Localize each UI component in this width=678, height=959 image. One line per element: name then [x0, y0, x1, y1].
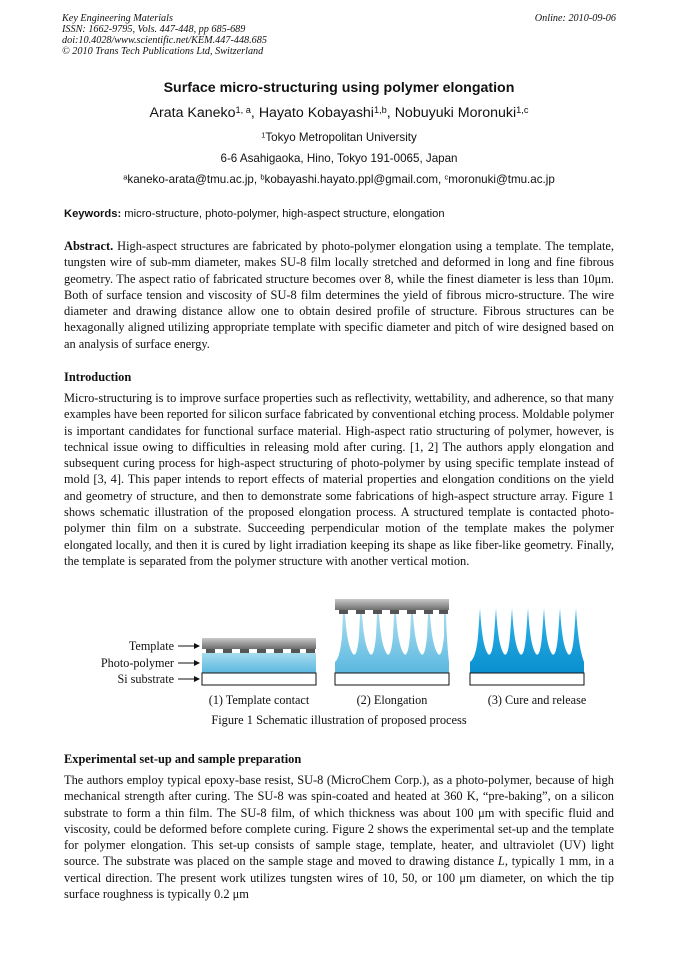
author-superscript: 1,c [516, 104, 529, 115]
template-arrow-head [194, 643, 200, 649]
copyright-line: © 2010 Trans Tech Publications Ltd, Switzerland [62, 46, 264, 57]
keywords-label: Keywords: [64, 208, 122, 220]
photopolymer-label: Photo-polymer [100, 656, 174, 670]
step1-label: (1) Template contact [208, 693, 310, 707]
photopolymer-arrow-head [194, 660, 200, 666]
author-name: Nobuyuki Moronuki [394, 105, 517, 121]
step2-elongated-polymer [335, 614, 449, 673]
issn-line: ISSN: 1662-9795, Vols. 447-448, pp 685-689 [62, 24, 246, 35]
step2-illustration [335, 599, 449, 685]
step3-label: (3) Cure and release [487, 693, 587, 707]
affiliation-text: Tokyo Metropolitan University [265, 131, 417, 144]
step1-illustration [202, 638, 316, 685]
author-superscript: 1,b [373, 104, 387, 115]
experimental-text [64, 772, 614, 902]
drawing-distance-variable: L [497, 854, 505, 869]
step1-template-teeth [206, 649, 315, 653]
process-schematic [90, 596, 600, 711]
abstract [64, 238, 614, 352]
author-name: Arata Kaneko [149, 105, 236, 121]
photopolymer-label-group [101, 656, 200, 670]
email-address: kaneko-arata@tmu.ac.jp, [127, 173, 261, 186]
figure-1-caption: Figure 1 Schematic illustration of proposed process [211, 713, 467, 727]
step1-photopolymer [202, 653, 316, 673]
step2-substrate [335, 673, 449, 685]
email-address: kobayashi.hayato.ppl@gmail.com, [264, 173, 445, 186]
keywords-text: micro-structure, photo-polymer, high-aspect structure, elongation [121, 208, 445, 220]
journal-name: Key Engineering Materials [62, 13, 173, 24]
substrate-arrow-head [194, 676, 200, 682]
experimental-text-part1: The authors employ typical epoxy-base resist, SU-8 (MicroChem Corp.), as a photo-polymer, because of high mechanical strength after curing. The SU-8 was spin-coated and heated at 360 K, “pre-baking”, on a silicon substrate to form a thin film. The SU-8 film, of which thickness was about 100 μm with specific fluid and viscosity, could be deformed before complete curing. Figure 2 shows the experimental set-up and the template for polymer elongation. This set-up consists of sample stage, template, heater, and ultraviolet (UV) light source. The substrate was placed on the sample stage and moved to drawing distance [64, 773, 614, 869]
author-separator: , [386, 105, 395, 121]
keywords [64, 208, 445, 220]
step2-label: (2) Elongation [356, 693, 428, 707]
email-superscript: c [444, 172, 449, 182]
abstract-text: High-aspect structures are fabricated by photo-polymer elongation using a template. The template, tungsten wire of sub-mm diameter, makes SU-8 film locally stretched and deformed in long and fine fibrous geometry. The aspect ratio of fabricated structure becomes over 8, while the finest diameter is less than 10μm. Both of surface tension and viscosity of SU-8 film determines the yield of fibrous micro-structure. The wire diameter and drawing distance allow one to obtain desired profile of structure. Fibrous structures can be hexagonally aligned utilizing appropriate template with specific diameter and pitch of wire designed based on an analysis of surface energy. [64, 239, 614, 351]
email-address: moronuki@tmu.ac.jp [448, 173, 555, 186]
journal-header [62, 13, 267, 57]
affiliation-name [0, 131, 678, 144]
step3-illustration [470, 608, 584, 685]
introduction-heading: Introduction [64, 370, 132, 384]
template-label: Template [128, 639, 174, 653]
affiliation-address: 6-6 Asahigaoka, Hino, Tokyo 191-0065, Japan [220, 152, 458, 165]
author-list [0, 105, 678, 121]
author-name: Hayato Kobayashi [258, 105, 374, 121]
author-emails [0, 173, 678, 186]
template-label-group [129, 639, 200, 653]
experimental-text-part2: , typically 1 mm, in a vertical direction. The present work utilizes tungsten wires of 10, 50, or 100 μm diameter, on which the tip surface roughness is typically 0.2 μm [64, 854, 614, 902]
paper-title: Surface micro-structuring using polymer elongation [163, 80, 515, 96]
figure-1 [90, 596, 600, 716]
abstract-label: Abstract. [64, 239, 114, 253]
step3-substrate [470, 673, 584, 685]
step1-template [202, 638, 316, 649]
email-superscript: a [123, 172, 128, 182]
introduction-text: Micro-structuring is to improve surface properties such as reflectivity, wettability, and adherence, so that many examples have been reported for silicon surface fabricated by conventional etching process. Moldable polymer is important candidates for functional surface material. High-aspect ratio structuring of polymer, however, is technical issue owing to difficulties in releasing mold after curing. [1, 2] The authors apply elongation and subsequent curing process for high-aspect structuring of photo-polymer by using specific template instead of mold [3, 4]. This paper intends to report effects of material properties and elongation conditions on the yield and geometry of structure, and then to demonstrate some fabrications of high-aspect structure array. Figure 1 shows schematic illustration of the proposed elongation process. A structured template is contacted photo-polymer thin film on a substrate. Succeeding perpendicular motion of the template makes the polymer elongated locally, and then it is cured by light irradiation keeping its shape as like fiber-like geometry. Finally, the template is separated from the polymer structure with another vertical motion. [64, 391, 614, 568]
author-superscript: 1, a [235, 104, 251, 115]
doi-line: doi:10.4028/www.scientific.net/KEM.447-448.685 [62, 35, 267, 46]
affiliation-superscript: 1 [261, 130, 266, 140]
step2-template [335, 599, 449, 610]
email-superscript: b [260, 172, 265, 182]
step2-template-teeth [339, 610, 448, 614]
step3-cured-structures [470, 608, 584, 673]
experimental-heading: Experimental set-up and sample preparation [64, 752, 302, 766]
author-separator: , [250, 105, 259, 121]
step1-substrate [202, 673, 316, 685]
substrate-label: Si substrate [117, 672, 174, 686]
substrate-label-group [117, 672, 200, 686]
online-date: Online: 2010-09-06 [534, 13, 616, 24]
